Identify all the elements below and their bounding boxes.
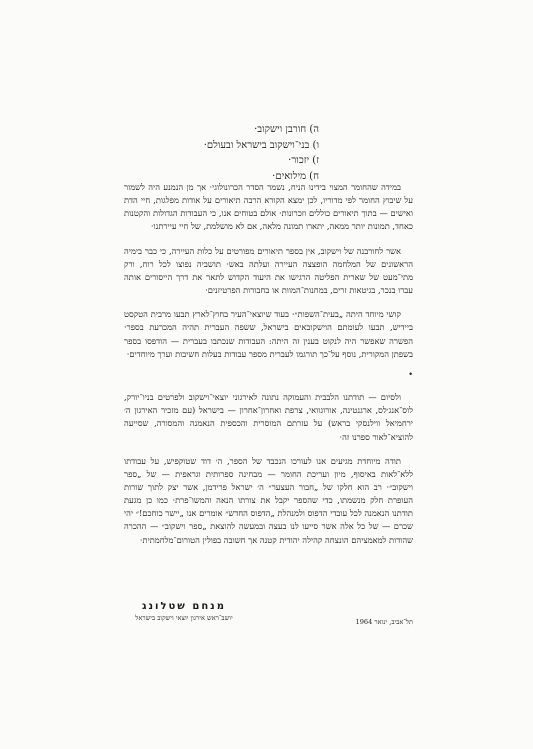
chapter-item: ח) מילואים· — [272, 170, 319, 182]
section-divider: • — [408, 369, 413, 379]
signature-block — [124, 601, 413, 641]
paragraph-chronology: במידה שהחומר המצוי בידינו הניח, נשמר הסדר הכרונולוגי· אך מן הנמנע היה לשמור על שיבוץ החומר לפי מדוריו, לכן ימצא הקורא הרבה תיאורים על אודות מפלגות, חיי הדת ואישים — בתוך תיאורים כוללים וזכרונות· אולם בטוחים אנו, כי העבודות הגדולות והקטנות כאחד, תמונות יותר ממאה, יתארו תמונה מלאה, אם לא מושלמת, של חיי עיירתנו· — [124, 182, 413, 232]
signer-role: יושב־ראש אירגון יוצאי וישקוב בישראל — [135, 614, 233, 622]
signer-name: מנחם שטלונג — [142, 601, 226, 612]
paragraph-languages: קושי מיוחד היתה „בעית־השפות״· בעוד שיוצאי־העיר בחוץ־לארץ תבעו מרבית הטקסט ביידיש, תבעו לעומתם הוישקובאים בישראל, ששפה העברית תהיה המכרעת בספר· הפשרה שאפשר היה לנקוט בענין זה היתה: העבודות שנכתבו בעברית — הודפסו בספר בשפתן המקורית, נוסף על־כך תורגמו לעברית מספר עבודות בעלות חשיבות וערך מיוחדים· — [124, 309, 413, 359]
preface-body — [124, 181, 413, 558]
paragraph-thanks-organizations: ולסיום — תודתנו הלבבית והעמוקה נתונה לאירגוני יוצאי־וישקוב ולפרטים בניו־יורק, לוס־אנג׳לס, ארגנטינה, אורוגוואי, צרפת ואחרון־אחרון — בישראל (עם מזכיר האירגון ה׳ ירחמיאל ווילנסקי בראש) על עזרתם המוסרית והכספית הנאמנה והמסורה, שסייעה להוציא־לאור ספרנו זה· — [124, 392, 413, 442]
chapter-item: ז) יזכור· — [288, 155, 319, 166]
chapter-item: ו) בני־וישקוב בישראל ובעולם· — [203, 139, 319, 151]
paragraph-destruction: אשר לחורבנה של וישקוב, אין בספר תיאורים מפורטים על כלות העיירה, כי כבר בימיה הראשונים של המלחמה הופצצה העיירה ועלתה באש· תושביה נפוצו לכל רוח, ורק מתי־מעט של שארית הפליטה הרגישו את היעוד הקדוש לתאר את דרך הייסורים אותה עברו בנכר, בגיטאות זרים, במחנות־המוות או בחבורות הפרטיזנים· — [124, 245, 413, 296]
place-date: תל־אביב, ינואר 1964 — [355, 618, 413, 626]
chapter-list — [0, 122, 319, 184]
paragraph-thanks-editor: תודה מיוחדת מגיעים אנו לעורכו הנכבד של הספר, ה׳ דוד שטוקפיש, על עבודתו ללא־לאות באיסוף, מיון ועריכת החומר — מבחינה ספרותית וגראפית — של „ספר וישקוב״· רב הוא חלקו של „חבור העצער״ ה׳ ישראל פרידמן, אשר יצק לתוך שורות העופרת חלק מנשמתו, כדי שהספר יקבל את צורתו הנאה והמשו־פרת· כמו כן מגעת תודתנו הנאמנה לכל עובדי הדפוס ולמנהלת „הדפוס החדש״ אומרים אנו „יישר כוחכם!״ יהי שכרם — של כל אלה אשר סייעו לנו בעצה ובמעשה להוצאת „ספר וישקוב״ — ההכרה שהודות למאמציהם הונצחה קהילה יהודית קטנה אך חשובה בפולין הטורום־מלחמתית· — [124, 455, 413, 545]
signer — [124, 601, 244, 622]
chapter-item: ה) חורבן וישקוב· — [254, 124, 319, 135]
